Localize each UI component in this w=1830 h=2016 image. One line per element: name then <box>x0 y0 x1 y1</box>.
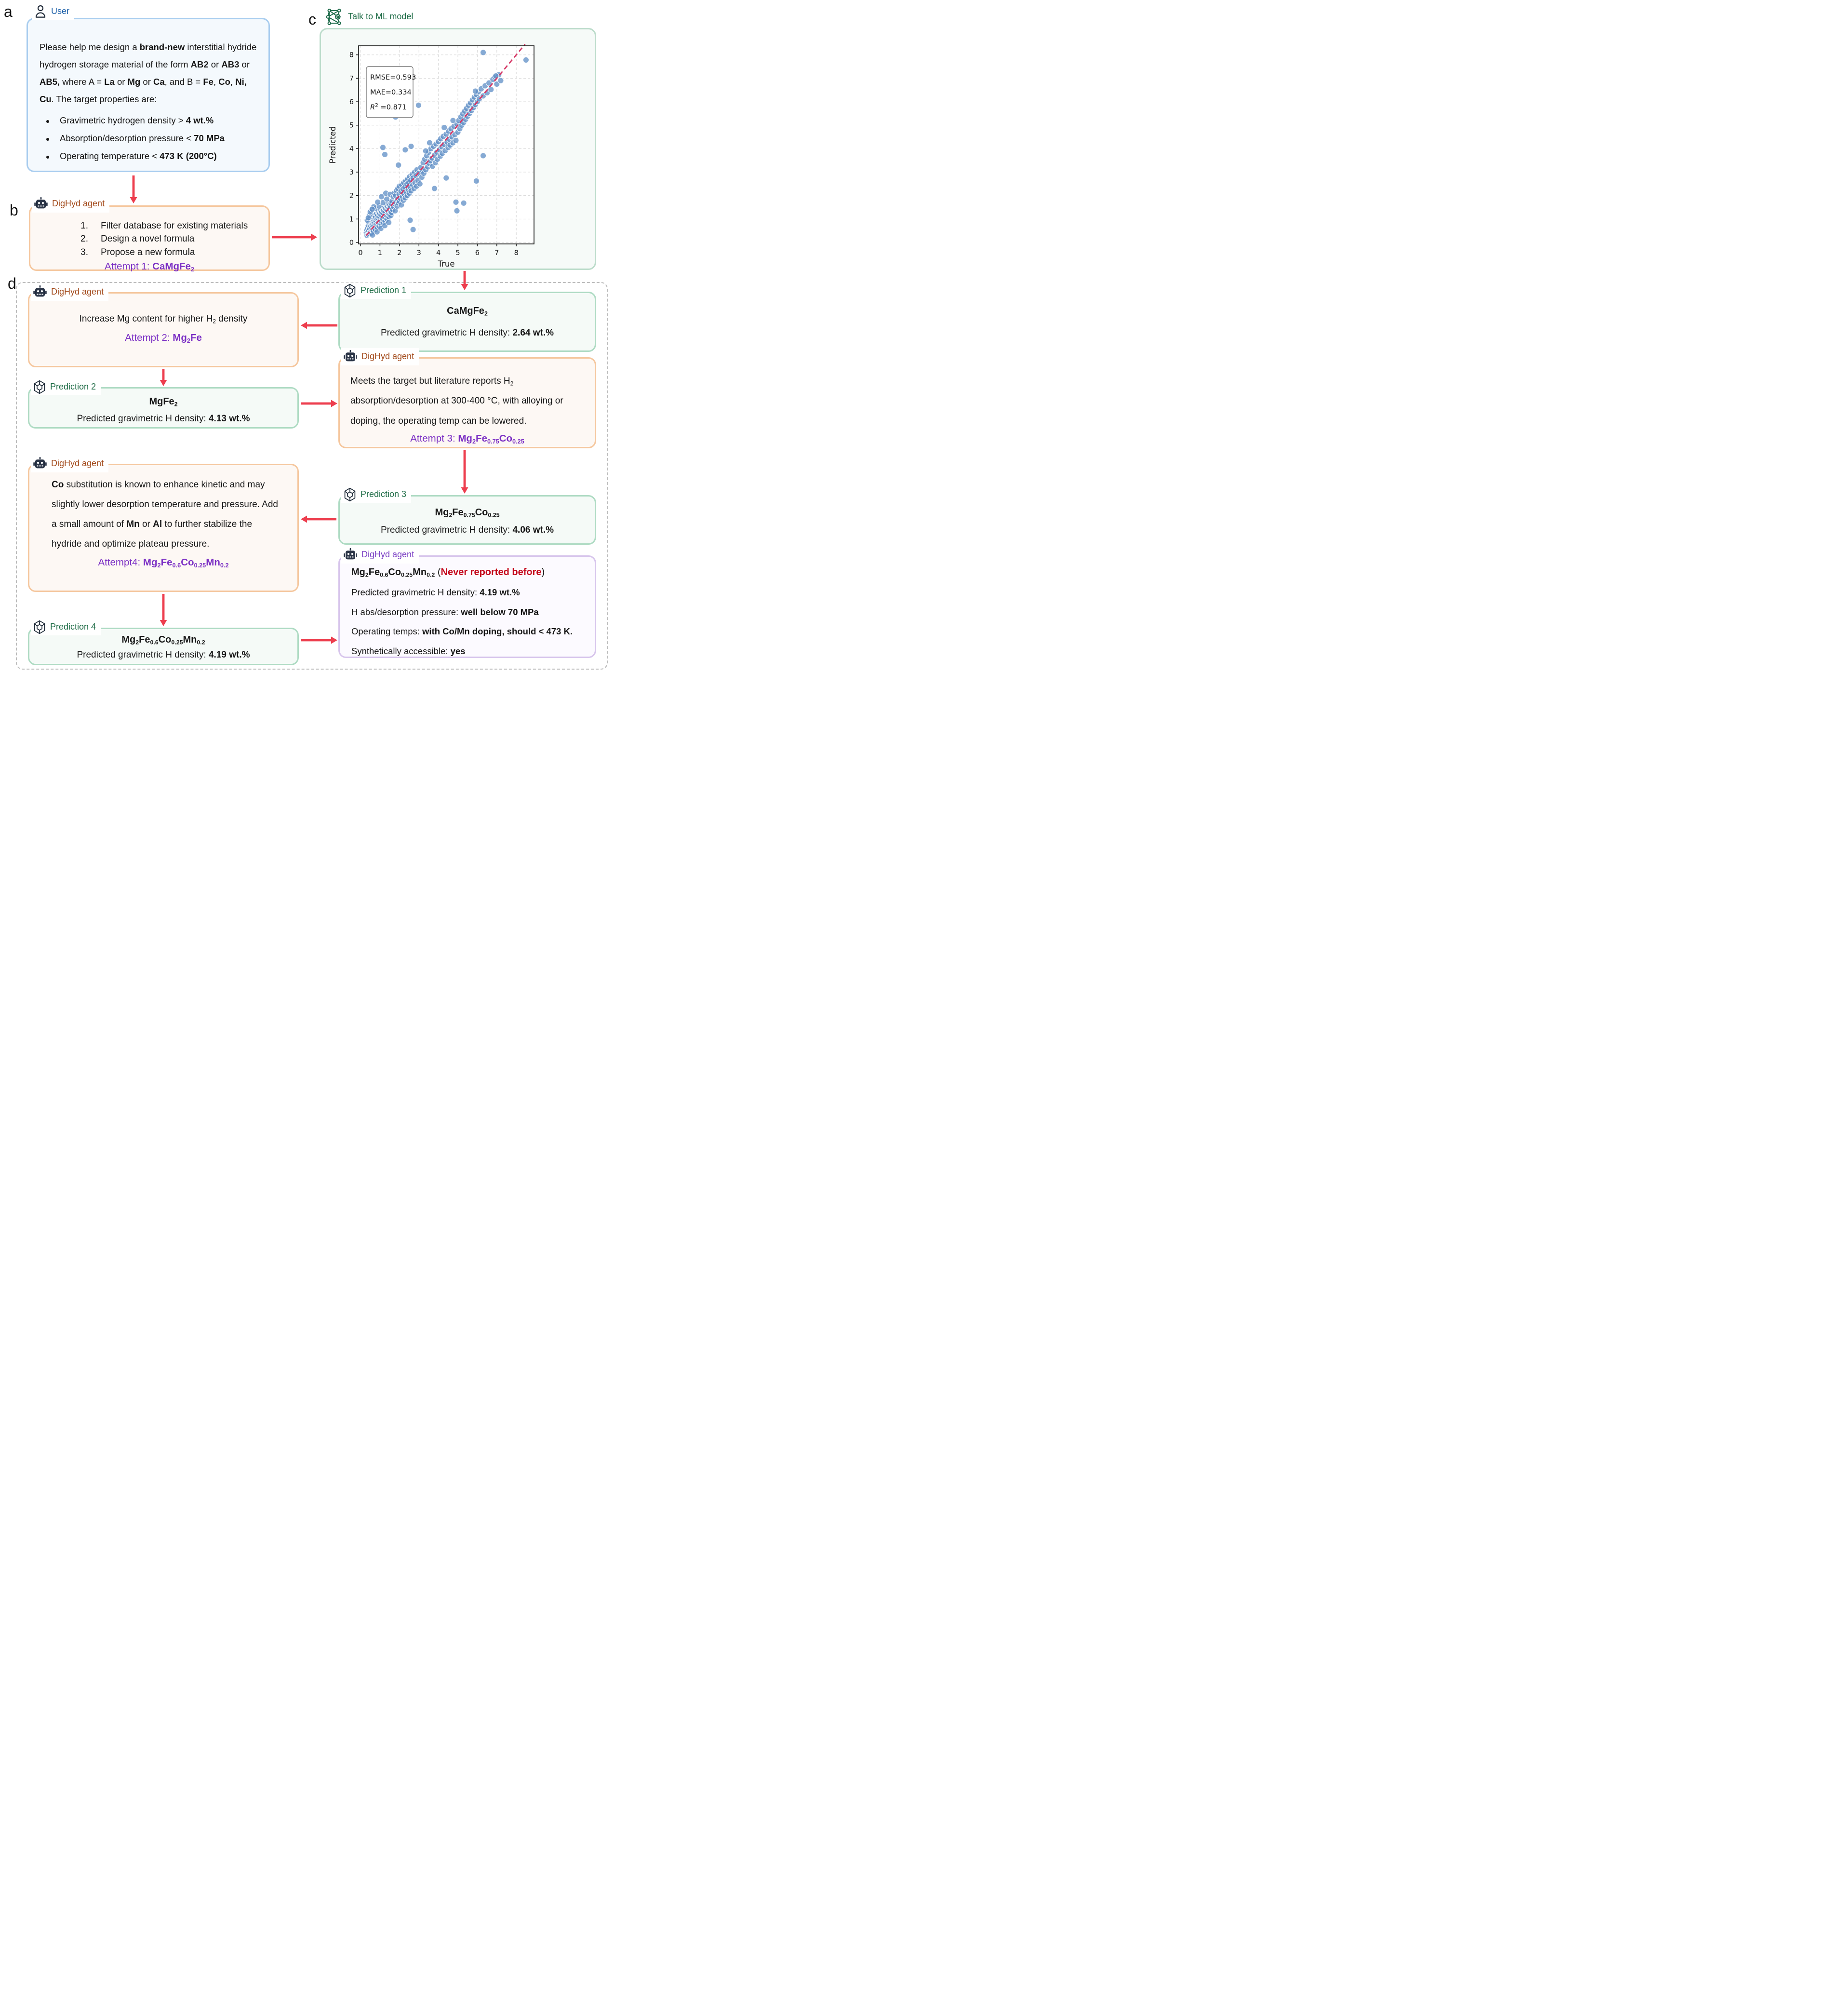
svg-text:8: 8 <box>349 51 354 59</box>
final-synth-line: Synthetically accessible: yes <box>351 646 466 657</box>
prediction-4-line: Predicted gravimetric H density: 4.19 wt.% <box>77 650 250 660</box>
robot-icon <box>34 196 48 212</box>
dighyd-agent-label-text: DigHyd agent <box>52 199 105 209</box>
svg-text:2: 2 <box>397 249 402 257</box>
arrow-pred2-to-agent-meets <box>301 399 337 408</box>
svg-text:7: 7 <box>349 75 354 83</box>
bullet-text: Gravimetric hydrogen density > 4 wt.% <box>60 115 214 126</box>
svg-text:8: 8 <box>514 249 519 257</box>
prediction-1-card <box>338 292 596 352</box>
user-request-body <box>28 19 268 161</box>
stat-line: RMSE=0.593 <box>370 73 416 81</box>
plan-step-3 <box>77 246 268 259</box>
prediction-1-label-text: Prediction 1 <box>361 285 407 296</box>
y-axis-label: Predicted <box>328 126 337 164</box>
final-pressure-line: H abs/desorption pressure: well below 70 MPa <box>351 606 539 617</box>
svg-text:5: 5 <box>349 121 354 130</box>
agent-co-card <box>28 464 299 592</box>
svg-text:0: 0 <box>358 249 363 257</box>
robot-icon <box>33 456 47 471</box>
prediction-4-label <box>31 619 101 635</box>
attempt-3-text: Attempt 3: $Mg_2Fe_{0.75}Co_{0.25}$ <box>410 433 524 445</box>
person-icon <box>34 4 47 19</box>
cube-icon <box>343 283 357 298</box>
network-gear-icon <box>326 8 344 26</box>
agent-meets-card <box>338 357 596 448</box>
dighyd-agent-label-text: DigHyd agent <box>361 550 414 560</box>
bullet-dot-icon <box>46 156 49 159</box>
dighyd-agent-label-b <box>32 195 109 213</box>
arrow-pred3-to-agent-co <box>301 514 336 524</box>
ml-model-label <box>324 7 418 27</box>
dighyd-agent-label-r1 <box>341 348 419 365</box>
step-number: 2. <box>80 234 88 244</box>
user-label-text: User <box>51 6 70 16</box>
svg-text:7: 7 <box>494 249 499 257</box>
agent-final-card <box>338 555 596 658</box>
prediction-3-line: Predicted gravimetric H density: 4.06 wt.% <box>380 525 554 535</box>
bullet-dot-icon <box>46 138 49 141</box>
dighyd-agent-label-d3 <box>31 455 108 472</box>
panel-letter-c: c <box>308 11 316 28</box>
arrow-agent-to-pred2 <box>159 369 168 386</box>
prediction-3-label-text: Prediction 3 <box>361 489 407 499</box>
svg-text:5: 5 <box>455 249 460 257</box>
bullet-dot-icon <box>46 120 49 123</box>
svg-text:0: 0 <box>349 239 354 247</box>
prediction-2-line: Predicted gravimetric H density: 4.13 wt.% <box>77 414 250 424</box>
cube-icon <box>33 620 46 634</box>
figure-root <box>0 0 610 672</box>
arrow-pred4-to-agent-final <box>301 635 337 645</box>
svg-text:3: 3 <box>349 169 354 177</box>
svg-text:6: 6 <box>475 249 480 257</box>
svg-text:3: 3 <box>416 249 421 257</box>
scatter-plot <box>327 33 595 273</box>
svg-text:4: 4 <box>349 145 354 153</box>
agent-co-text: Co substitution is known to enhance kinetic and may slightly lower desorption temperature and pressure. Add a small amount of Mn or Al to further stabilize the hydride and optimize plateau pressure. <box>52 480 278 550</box>
user-label <box>32 3 74 20</box>
step-text: Propose a new formula <box>101 247 195 257</box>
dighyd-agent-label-text: DigHyd agent <box>51 458 104 469</box>
prediction-4-formula: $Mg_2Fe_{0.6}Co_{0.25}Mn_{0.2}$ <box>121 634 205 646</box>
dighyd-agent-label-final <box>341 546 419 564</box>
bullet-text: Absorption/desorption pressure < 70 MPa <box>60 133 225 144</box>
agent-meets-text: Meets the target but literature reports $H_2$ absorption/desorption at 300-400 °C, with alloying or doping, the operating temp can be lowered. <box>350 376 563 426</box>
stat-line: MAE=0.334 <box>370 88 412 96</box>
attempt-1-text: Attempt 1: CaMgFe$_2$ <box>105 261 194 273</box>
prediction-2-formula: MgFe$_2$ <box>149 396 178 408</box>
step-number: 3. <box>80 247 88 257</box>
arrow-user-to-dighyd <box>129 175 138 203</box>
prediction-2-label-text: Prediction 2 <box>50 382 96 392</box>
agent-increase-text: Increase Mg content for higher $H_2$ density <box>79 314 248 325</box>
stat-line: $R^2 =0.871$ <box>370 103 407 111</box>
scatter-plot-svg <box>327 33 595 270</box>
robot-icon <box>343 349 358 364</box>
panel-letter-a: a <box>4 3 13 20</box>
svg-text:1: 1 <box>377 249 383 257</box>
dighyd-plan-card <box>29 205 270 271</box>
ml-model-label-text: Talk to ML model <box>348 12 414 22</box>
arrow-agent-to-pred3 <box>460 450 469 494</box>
step-text: Design a novel formula <box>101 234 195 244</box>
prediction-3-label <box>341 486 411 503</box>
panel-letter-b: b <box>10 202 18 219</box>
arrow-pred1-to-agent-increase <box>301 321 337 330</box>
target-bullet-1 <box>40 115 257 126</box>
final-temps-line: Operating temps: with Co/Mn doping, should < 473 K. <box>351 626 573 637</box>
user-request-card <box>27 18 270 172</box>
target-bullet-2 <box>40 133 257 144</box>
cube-icon <box>33 380 46 394</box>
agent-increase-card <box>28 292 299 367</box>
plan-step-1 <box>77 219 268 232</box>
bullet-text: Operating temperature < 473 K (200°C) <box>60 151 217 161</box>
ml-model-card <box>320 28 596 270</box>
prediction-2-label <box>31 379 101 395</box>
target-bullet-3 <box>40 151 257 161</box>
panel-letter-d: d <box>8 275 16 292</box>
attempt-4-text: Attempt4: $Mg_2Fe_{0.6}Co_{0.25}Mn_{0.2}$ <box>98 557 229 569</box>
robot-icon <box>33 284 47 300</box>
dighyd-agent-label-d1 <box>31 283 108 301</box>
prediction-1-formula: CaMgFe$_2$ <box>447 306 488 317</box>
arrow-agent-to-pred4 <box>159 594 168 626</box>
arrow-dighyd-to-ml <box>272 232 317 242</box>
user-request-text: Please help me design a brand-new interstitial hydride hydrogen storage material of the form AB2 or AB3 or AB5, where A = La or Mg or Ca, and B = Fe, Co, Ni, Cu. The target properties are: <box>40 42 257 105</box>
final-formula-line: $Mg_2Fe_{0.6}Co_{0.25}Mn_{0.2}$ (Never reported before) <box>351 567 545 578</box>
attempt-2-text: Attempt 2: $Mg_2Fe$ <box>125 332 202 344</box>
svg-text:6: 6 <box>349 98 354 107</box>
prediction-3-formula: $Mg_2Fe_{0.75}Co_{0.25}$ <box>435 507 500 519</box>
dighyd-agent-label-text: DigHyd agent <box>51 287 104 297</box>
x-axis-label: True <box>438 259 455 269</box>
robot-icon <box>343 547 358 563</box>
svg-text:4: 4 <box>436 249 441 257</box>
svg-text:1: 1 <box>349 215 354 224</box>
svg-text:2: 2 <box>349 192 354 200</box>
dighyd-agent-label-text: DigHyd agent <box>361 351 414 362</box>
arrow-ml-to-pred1 <box>460 271 469 290</box>
final-density-line: Predicted gravimetric H density: 4.19 wt.% <box>351 587 520 597</box>
cube-icon <box>343 487 357 502</box>
step-text: Filter database for existing materials <box>101 221 248 231</box>
prediction-1-line: Predicted gravimetric H density: 2.64 wt.% <box>380 328 554 338</box>
step-number: 1. <box>80 221 88 231</box>
prediction-1-label <box>341 282 411 299</box>
plan-step-2 <box>77 232 268 245</box>
prediction-4-label-text: Prediction 4 <box>50 622 96 632</box>
